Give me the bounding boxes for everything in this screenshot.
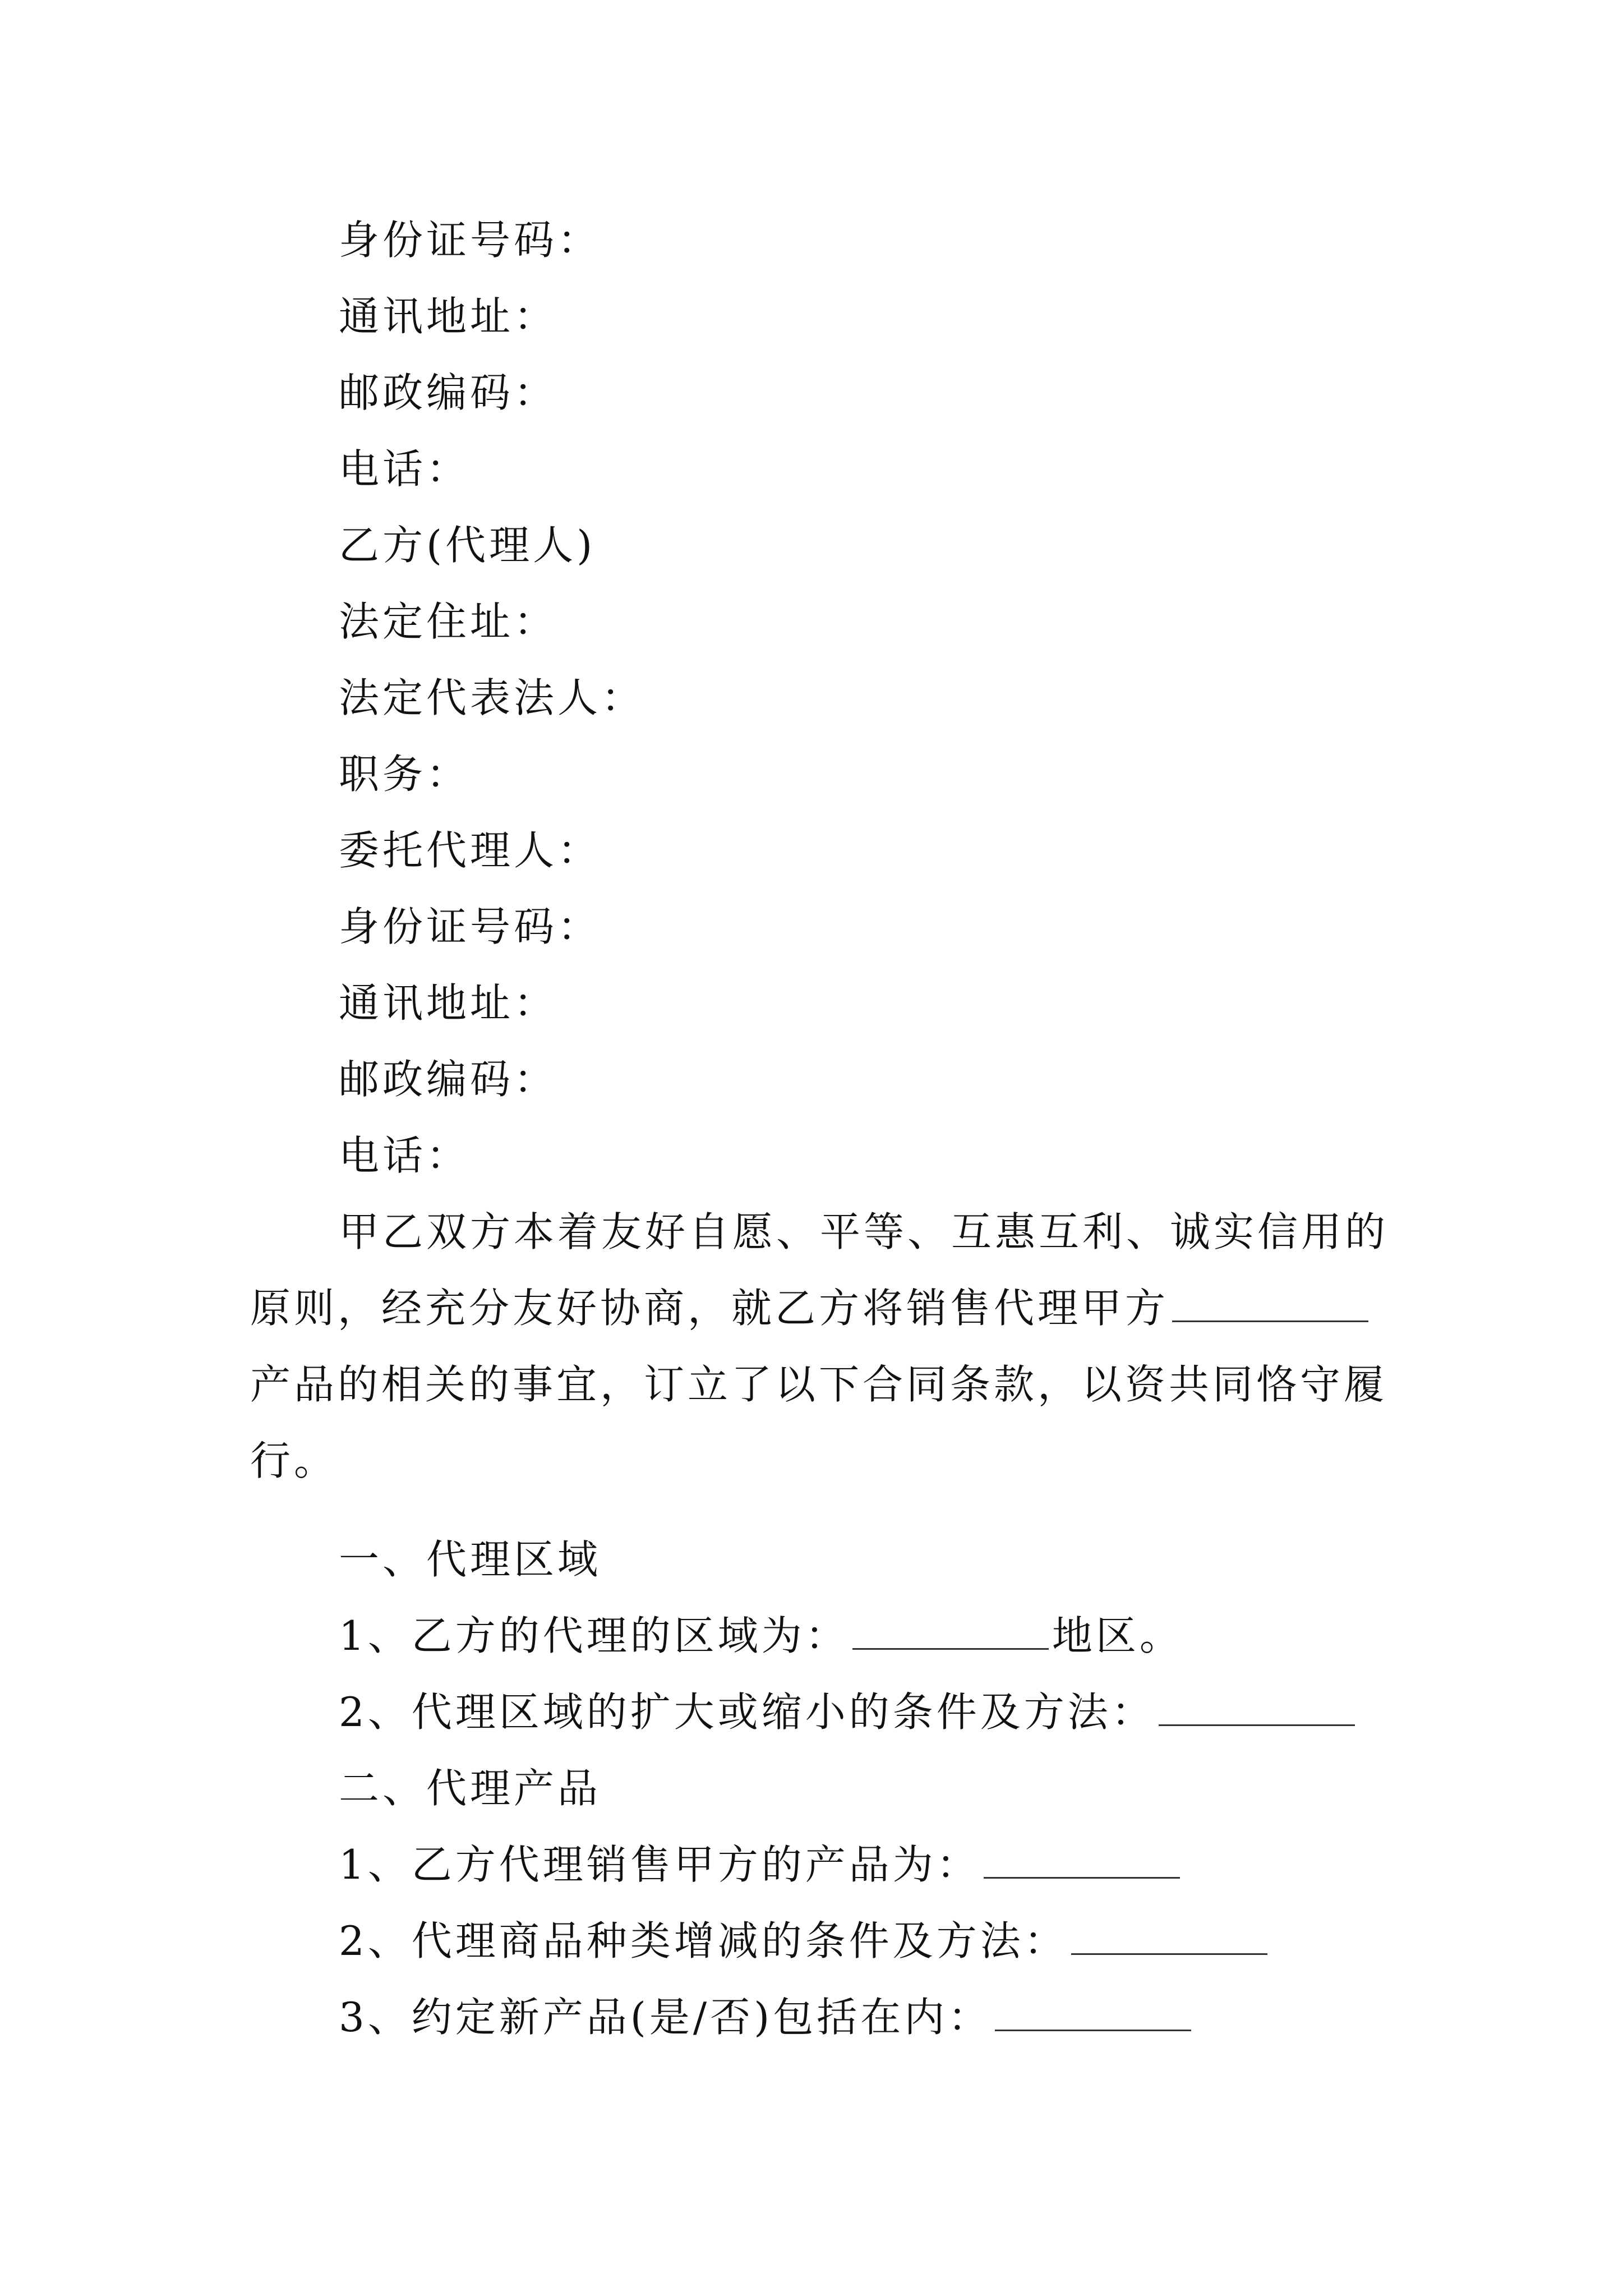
section2-item3-text: 3、约定新产品(是/否)包括在内： [339,1994,992,2041]
party-a-address: 通讯地址： [339,293,558,340]
party-b-heading: 乙方(代理人) [339,522,596,569]
section2-item1 [250,1826,1383,1903]
region-change-blank-field [1159,1691,1355,1726]
product-blank-field [1172,1287,1368,1322]
section-spacer [250,1499,1383,1521]
preamble-line-2 [250,1270,1383,1346]
preamble-line-3: 产品的相关的事宜，订立了以下合同条款，以资共同恪守履 [250,1361,1388,1408]
section1-item1-suffix: 地区。 [1052,1612,1183,1659]
section2-title: 二、代理产品 [339,1765,602,1812]
party-b-legal-representative: 法定代表法人： [339,674,645,721]
party-b-phone: 电话： [339,1132,471,1179]
section1-item1 [250,1598,1383,1674]
section2-item1-text: 1、乙方代理销售甲方的产品为： [339,1841,980,1888]
section1-item1-prefix: 1、乙方的代理的区域为： [339,1612,849,1659]
preamble-line-1: 甲乙双方本着友好自愿、平等、互惠互利、诚实信用的 [339,1208,1389,1255]
preamble-paragraph [250,1194,1389,1499]
section1-item2 [250,1674,1383,1750]
party-b-address: 通讯地址： [339,979,558,1027]
section1-item2-text: 2、代理区域的扩大或缩小的条件及方法： [339,1688,1155,1736]
contract-body [250,202,1389,2055]
preamble-line-4: 行。 [250,1437,338,1484]
section2-item3 [250,1979,1383,2055]
party-b-postal-code: 邮政编码： [339,1056,558,1103]
new-product-blank-field [995,1996,1191,2031]
region-blank-field [852,1614,1049,1650]
preamble-line-2-text: 原则，经充分友好协商，就乙方将销售代理甲方 [250,1285,1169,1332]
products-blank-field [984,1843,1180,1879]
section1-title: 一、代理区域 [339,1536,602,1583]
product-change-blank-field [1071,1920,1267,1955]
section2-item2-text: 2、代理商品种类增减的条件及方法： [339,1917,1068,1964]
party-a-id-number: 身份证号码： [339,217,602,264]
party-b-position: 职务： [339,751,471,798]
party-a-postal-code: 邮政编码： [339,369,558,416]
party-b-legal-address: 法定住址： [339,598,558,645]
party-b-agent: 委托代理人： [339,827,602,874]
section2-item2 [250,1903,1383,1979]
party-b-id-number: 身份证号码： [339,903,602,950]
party-a-phone: 电话： [339,445,471,493]
